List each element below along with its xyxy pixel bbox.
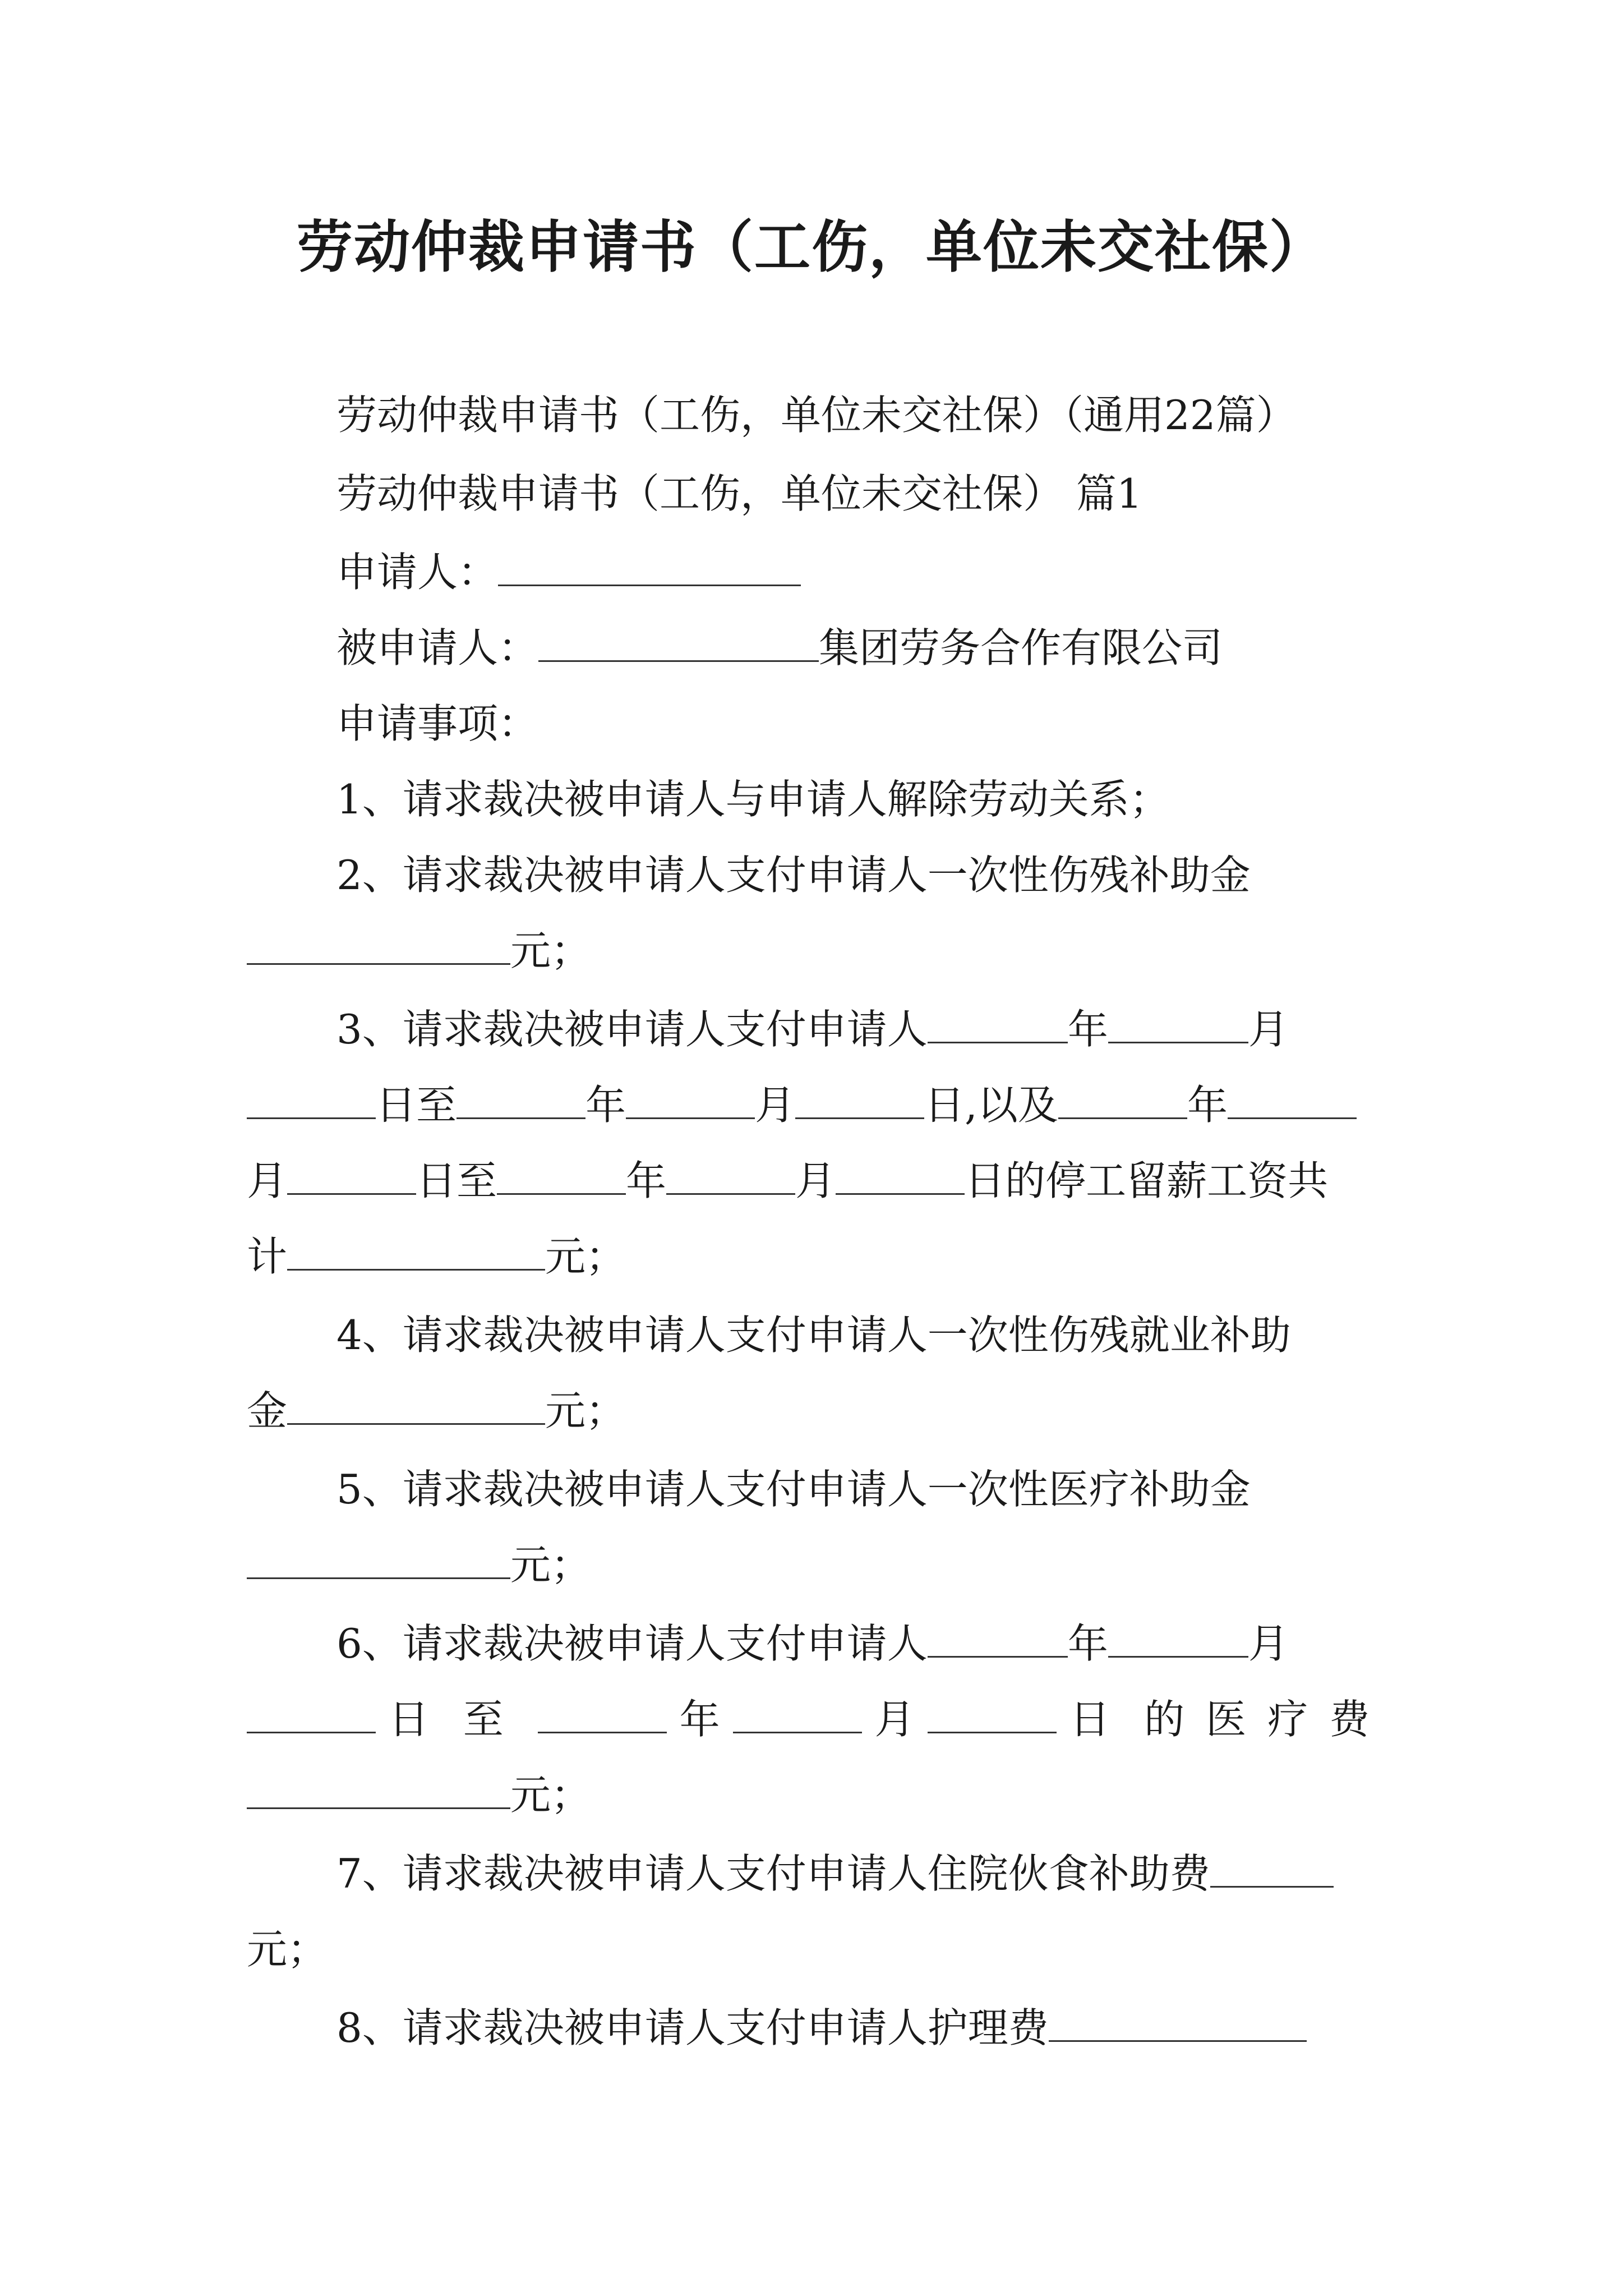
item-6-text: 6、请求裁决被申请人支付申请人 <box>336 1620 928 1667</box>
respondent-blank <box>538 625 819 662</box>
item-6-line3 <box>247 1770 591 1820</box>
blank <box>1228 1083 1357 1119</box>
year-label: 年 <box>1187 1082 1228 1129</box>
respondent-company: 集团劳务合作有限公司 <box>819 624 1223 671</box>
item-5-unit: 元； <box>510 1542 592 1589</box>
item-7-line2: 元； <box>247 1926 328 1973</box>
item-4-amount-blank <box>287 1388 545 1425</box>
item-7-line1 <box>336 1848 1334 1899</box>
item-1: 1、请求裁决被申请人与申请人解除劳动关系； <box>336 776 1170 823</box>
item-6-unit: 元； <box>510 1772 592 1819</box>
month-label: 月 <box>1248 1006 1289 1053</box>
year-label: 年 <box>626 1157 667 1204</box>
month-label: 月 <box>795 1157 836 1204</box>
item-5-line2 <box>247 1540 591 1590</box>
item-4-unit: 元； <box>545 1387 626 1434</box>
item-5-line1: 5、请求裁决被申请人支付申请人一次性医疗补助金 <box>336 1466 1251 1513</box>
applicant-blank <box>498 550 801 586</box>
document-title: 劳动仲裁申请书（工伤，单位未交社保） <box>297 214 1326 280</box>
blank <box>836 1158 965 1195</box>
section-heading: 劳动仲裁申请书（工伤，单位未交社保） 篇1 <box>336 470 1142 517</box>
respondent-label: 被申请人： <box>336 624 539 671</box>
item-3-line1 <box>336 1004 1289 1055</box>
blank <box>795 1083 924 1119</box>
item-3-amount-blank <box>287 1234 545 1271</box>
blank <box>538 1697 667 1733</box>
blank <box>666 1158 795 1195</box>
blank <box>497 1158 626 1195</box>
respondent-line <box>336 623 1223 673</box>
item-6-amount-blank <box>247 1773 510 1809</box>
item-3-line4 <box>247 1231 626 1282</box>
month-label: 月 <box>1248 1620 1289 1667</box>
item-5-amount-blank <box>247 1543 510 1579</box>
item-2-line1: 2、请求裁决被申请人支付申请人一次性伤残补助金 <box>336 852 1251 899</box>
item-6-line1 <box>336 1618 1289 1669</box>
month-label: 月 <box>874 1696 915 1743</box>
blank <box>457 1083 585 1119</box>
item-4-line2 <box>247 1386 626 1436</box>
item-2-unit: 元； <box>510 927 592 974</box>
item-2-amount-blank <box>247 928 510 965</box>
item-7-text: 7、请求裁决被申请人支付申请人住院伙食补助费 <box>336 1850 1210 1897</box>
item-6-fee-text: 的医疗费 <box>1144 1696 1391 1743</box>
blank <box>928 1697 1057 1733</box>
to-label: 至 <box>463 1696 525 1743</box>
blank <box>733 1697 862 1733</box>
applicant-label: 申请人： <box>336 549 499 596</box>
year-label: 年 <box>1067 1006 1108 1053</box>
item-4-line1: 4、请求裁决被申请人支付申请人一次性伤残就业补助 <box>336 1312 1291 1359</box>
month-label: 月 <box>755 1082 796 1129</box>
items-label: 申请事项： <box>336 700 539 747</box>
item-3-unit: 元； <box>545 1233 626 1280</box>
item-8-line1 <box>336 2003 1307 2053</box>
item-6-line2 <box>247 1694 1391 1745</box>
blank <box>287 1158 416 1195</box>
item-3-total-label: 计 <box>247 1233 288 1280</box>
blank <box>928 1621 1068 1658</box>
blank <box>626 1083 755 1119</box>
day-and-label: 日,以及 <box>924 1082 1058 1129</box>
blank <box>1058 1083 1187 1119</box>
day-to-label: 日至 <box>416 1157 497 1204</box>
blank <box>247 1697 376 1733</box>
applicant-line <box>336 547 801 597</box>
item-8-text: 8、请求裁决被申请人支付申请人护理费 <box>336 2004 1049 2051</box>
year-label: 年 <box>585 1082 626 1129</box>
blank <box>1108 1621 1248 1658</box>
year-label: 年 <box>679 1696 720 1743</box>
blank <box>928 1007 1068 1043</box>
day-label: 日 <box>1069 1696 1132 1743</box>
item-3-text: 3、请求裁决被申请人支付申请人 <box>336 1006 928 1053</box>
year-label: 年 <box>1067 1620 1108 1667</box>
subtitle: 劳动仲裁申请书（工伤，单位未交社保）（通用22篇） <box>336 392 1297 439</box>
item-7-amount-blank <box>1210 1851 1334 1888</box>
day-to-label: 日至 <box>376 1082 457 1129</box>
item-3-line2 <box>247 1080 1357 1130</box>
month-label: 月 <box>247 1157 288 1204</box>
item-2-line2 <box>247 926 591 976</box>
item-4-text-end: 金 <box>247 1387 288 1434</box>
item-3-wage-text: 日的停工留薪工资共 <box>965 1157 1329 1204</box>
item-3-line3 <box>247 1156 1328 1206</box>
day-label: 日 <box>388 1696 450 1743</box>
item-8-amount-blank <box>1049 2005 1307 2042</box>
blank <box>247 1083 376 1119</box>
blank <box>1108 1007 1248 1043</box>
